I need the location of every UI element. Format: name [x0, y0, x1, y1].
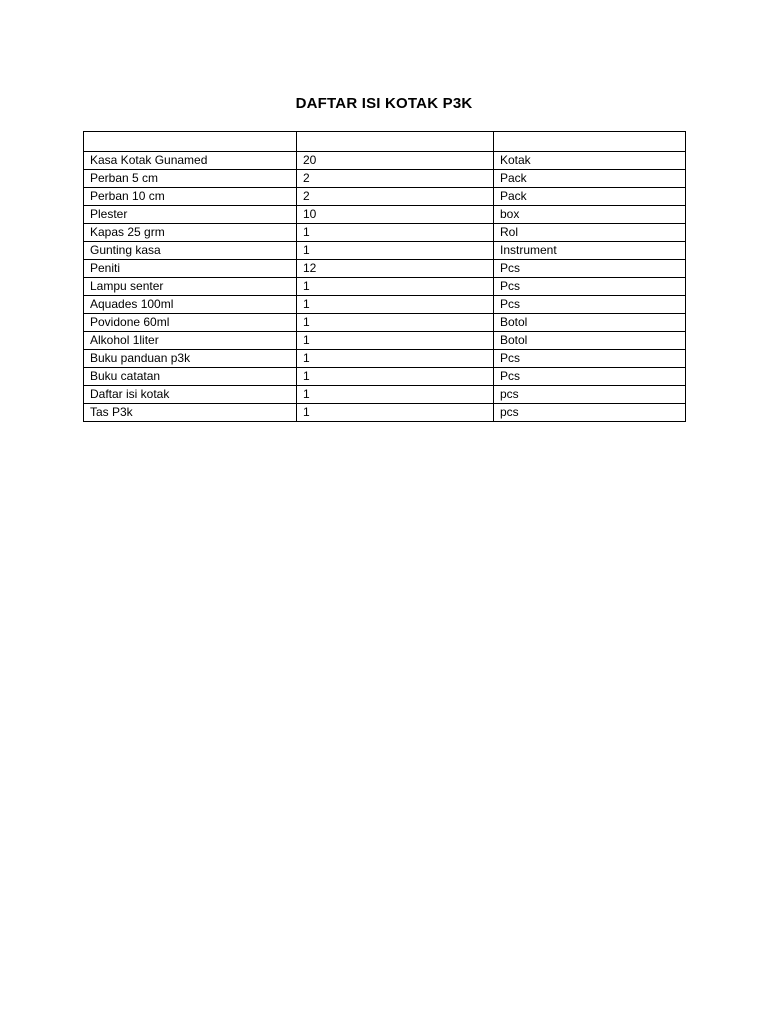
unit-cell: Pcs	[494, 278, 686, 296]
unit-cell: Pcs	[494, 296, 686, 314]
quantity-cell: 2	[297, 170, 494, 188]
document-title: DAFTAR ISI KOTAK P3K	[295, 95, 473, 112]
quantity-cell: 1	[297, 404, 494, 422]
unit-cell: pcs	[494, 404, 686, 422]
unit-cell: Pack	[494, 170, 686, 188]
quantity-cell: 1	[297, 224, 494, 242]
item-name-cell: Gunting kasa	[84, 242, 297, 260]
item-name-cell: Perban 10 cm	[84, 188, 297, 206]
unit-cell: Botol	[494, 332, 686, 350]
item-name-cell: Buku panduan p3k	[84, 350, 297, 368]
quantity-cell: 1	[297, 314, 494, 332]
quantity-cell: 12	[297, 260, 494, 278]
item-name-cell: Perban 5 cm	[84, 170, 297, 188]
items-table	[83, 131, 686, 422]
table-row	[84, 368, 686, 386]
quantity-cell: 1	[297, 386, 494, 404]
unit-cell: Pack	[494, 188, 686, 206]
table-row	[84, 206, 686, 224]
item-name-cell: Buku catatan	[84, 368, 297, 386]
item-name-cell: Povidone 60ml	[84, 314, 297, 332]
table-row	[84, 152, 686, 170]
unit-cell: Pcs	[494, 368, 686, 386]
item-name-cell: Tas P3k	[84, 404, 297, 422]
unit-cell: pcs	[494, 386, 686, 404]
item-name-cell: Kasa Kotak Gunamed	[84, 152, 297, 170]
header-cell-item	[84, 132, 297, 152]
header-cell-unit	[494, 132, 686, 152]
unit-cell: Botol	[494, 314, 686, 332]
quantity-cell: 1	[297, 242, 494, 260]
quantity-cell: 1	[297, 350, 494, 368]
table-row	[84, 170, 686, 188]
quantity-cell: 1	[297, 332, 494, 350]
quantity-cell: 10	[297, 206, 494, 224]
quantity-cell: 1	[297, 296, 494, 314]
table-row	[84, 188, 686, 206]
unit-cell: box	[494, 206, 686, 224]
item-name-cell: Alkohol 1liter	[84, 332, 297, 350]
item-name-cell: Lampu senter	[84, 278, 297, 296]
table-row	[84, 314, 686, 332]
item-name-cell: Plester	[84, 206, 297, 224]
table-row	[84, 242, 686, 260]
item-name-cell: Daftar isi kotak	[84, 386, 297, 404]
item-name-cell: Peniti	[84, 260, 297, 278]
unit-cell: Kotak	[494, 152, 686, 170]
unit-cell: Instrument	[494, 242, 686, 260]
item-name-cell: Kapas 25 grm	[84, 224, 297, 242]
table-row	[84, 404, 686, 422]
table-row	[84, 278, 686, 296]
table-row	[84, 260, 686, 278]
quantity-cell: 20	[297, 152, 494, 170]
quantity-cell: 2	[297, 188, 494, 206]
items-table-body	[84, 132, 686, 422]
table-header-row	[84, 132, 686, 152]
quantity-cell: 1	[297, 368, 494, 386]
unit-cell: Pcs	[494, 260, 686, 278]
table-row	[84, 332, 686, 350]
item-name-cell: Aquades 100ml	[84, 296, 297, 314]
table-row	[84, 386, 686, 404]
unit-cell: Pcs	[494, 350, 686, 368]
quantity-cell: 1	[297, 278, 494, 296]
table-row	[84, 224, 686, 242]
header-cell-qty	[297, 132, 494, 152]
table-row	[84, 350, 686, 368]
unit-cell: Rol	[494, 224, 686, 242]
table-row	[84, 296, 686, 314]
